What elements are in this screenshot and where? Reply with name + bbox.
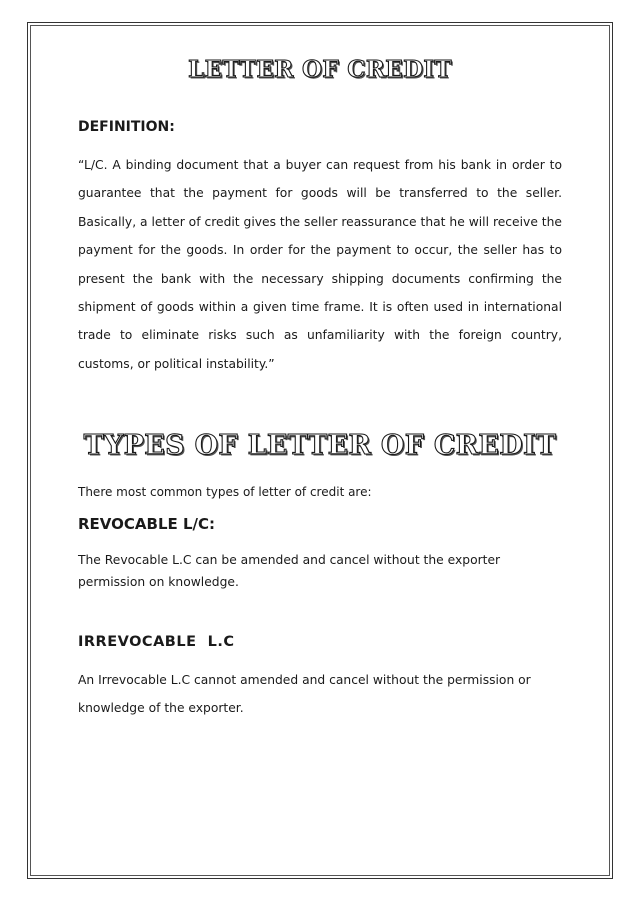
types-title: TYPES OF LETTER OF CREDIT (83, 430, 557, 461)
definition-line: customs, or political instability.” (78, 356, 275, 371)
irrevocable-line: An Irrevocable L.C cannot amended and cancel without the permission or (78, 673, 531, 687)
irrevocable-heading: IRREVOCABLE L.C (78, 634, 235, 650)
types-intro: There most common types of letter of credit are: (78, 485, 372, 499)
revocable-line: permission on knowledge. (78, 575, 239, 589)
irrevocable-paragraph (78, 666, 562, 722)
irrevocable-line: knowledge of the exporter. (78, 701, 244, 715)
definition-line: trade to eliminate risks such as unfamiliarity with the foreign country, (78, 328, 562, 343)
definition-heading: DEFINITION: (78, 119, 175, 135)
definition-line: “L/C. A binding document that a buyer can request from his bank in order to (78, 158, 562, 172)
revocable-heading: REVOCABLE L/C: (78, 515, 216, 533)
definition-line: payment for the goods. In order for the payment to occur, the seller has to (78, 243, 562, 258)
definition-line: present the bank with the necessary shipping documents confirming the (78, 271, 562, 286)
definition-line: Basically, a letter of credit gives the seller reassurance that he will receive the (78, 214, 562, 229)
document-title: LETTER OF CREDIT (188, 56, 452, 83)
revocable-line: The Revocable L.C can be amended and cancel without the exporter (78, 553, 501, 567)
definition-line: shipment of goods within a given time frame. It is often used in international (78, 299, 562, 314)
definition-line: guarantee that the payment for goods will be transferred to the seller. (78, 186, 562, 201)
revocable-paragraph (78, 549, 562, 593)
definition-paragraph (78, 151, 562, 378)
